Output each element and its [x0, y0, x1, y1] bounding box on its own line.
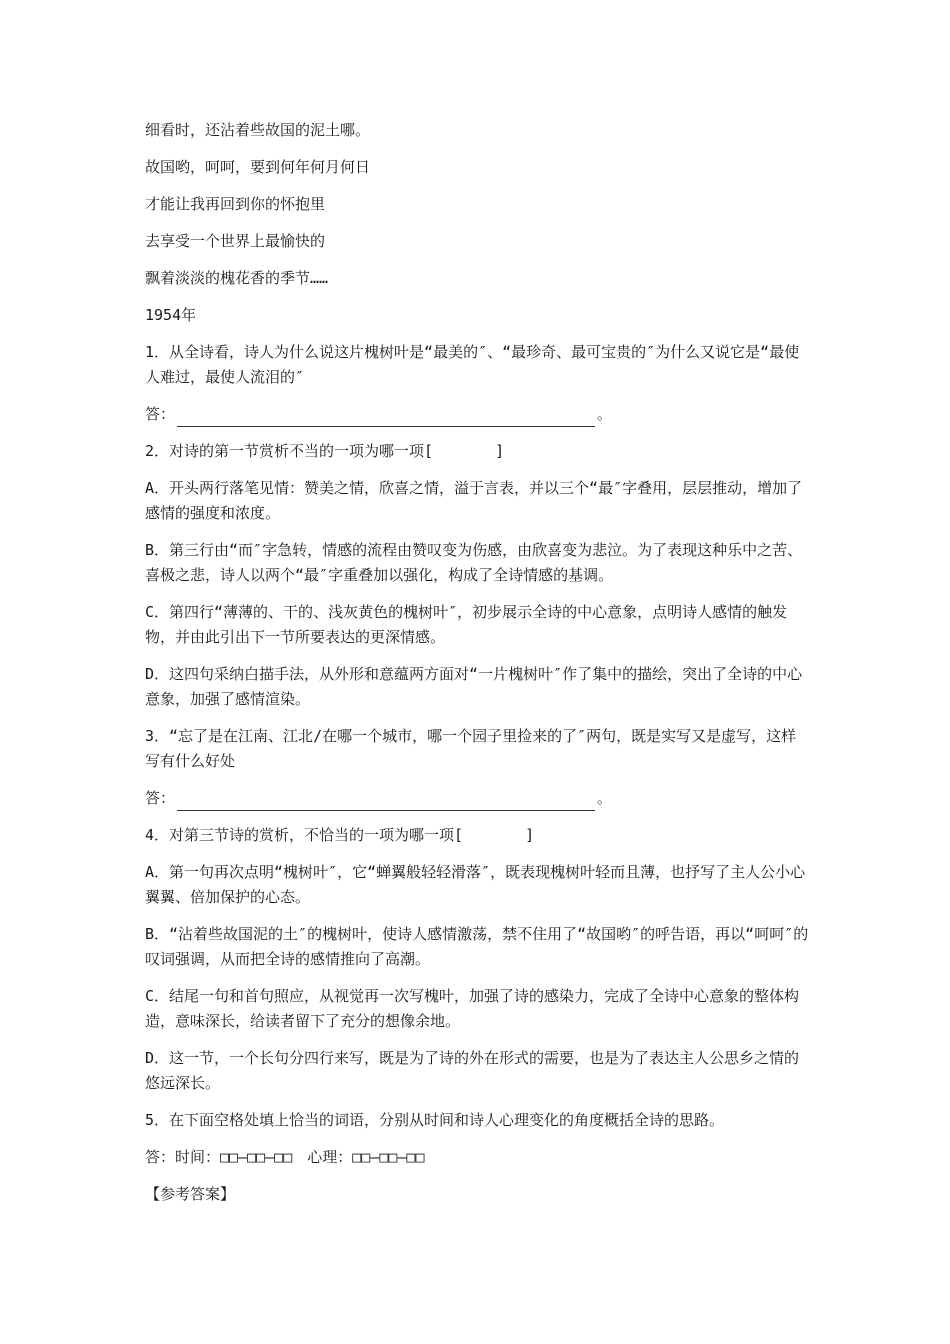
- poem-date: 1954年: [145, 306, 197, 324]
- answer-3-suffix: 。: [597, 789, 613, 807]
- question-4: [145, 823, 810, 848]
- answer-1-suffix: 。: [597, 405, 613, 423]
- question-5: 5．在下面空格处填上恰当的词语，分别从时间和诗人心理变化的角度概括全诗的思路。: [145, 1111, 725, 1129]
- answer-1-prefix: 答：: [145, 405, 176, 423]
- answer-1: [145, 402, 810, 427]
- question-2-option-c: C．第四行“薄薄的、干的、浅灰黄色的槐树叶″，初步展示全诗的中心意象，点明诗人感情的触发物，并由此引出下一节所要表达的更深情感。: [145, 603, 788, 646]
- question-4-stem: 4．对第三节诗的赏析，不恰当的一项为哪一项[: [145, 826, 464, 844]
- question-2-option-a: A．开头两行落笔见情：赞美之情，欣喜之情，溢于言表，并以三个“最″字叠用，层层推动，增加了感情的强度和浓度。: [145, 479, 803, 522]
- question-4-stem-close: ]: [525, 826, 535, 844]
- question-2-stem-close: ]: [495, 442, 505, 460]
- answer-1-blank[interactable]: [177, 410, 595, 427]
- reference-answer-heading: 【参考答案】: [145, 1185, 236, 1203]
- question-3: 3．“忘了是在江南、江北/在哪一个城市，哪一个园子里捡来的了″两句，既是实写又是虚写，这样写有什么好处: [145, 727, 797, 770]
- question-4-option-d: D．这一节，一个长句分四行来写，既是为了诗的外在形式的需要，也是为了表达主人公思乡之情的悠远深长。: [145, 1049, 800, 1092]
- question-2-option-b: B．第三行由“而″字急转，情感的流程由赞叹变为伤感，由欣喜变为悲泣。为了表现这种乐中之苦、喜极之悲，诗人以两个“最″字重叠加以强化，构成了全诗情感的基调。: [145, 541, 803, 584]
- document-body: [145, 118, 810, 1219]
- poem-line: 飘着淡淡的槐花香的季节……: [145, 269, 329, 287]
- poem-line: 细看时，还沾着些故国的泥土哪。: [145, 121, 371, 139]
- poem-line: 才能让我再回到你的怀抱里: [145, 195, 326, 213]
- question-1: 1．从全诗看，诗人为什么说这片槐树叶是“最美的″、“最珍奇、最可宝贵的″为什么又说它是“最使人难过，最使人流泪的″: [145, 343, 800, 386]
- question-2: [145, 439, 810, 464]
- poem-line: 故国哟，呵呵，要到何年何月何日: [145, 158, 371, 176]
- answer-5: 答：时间：□□—□□—□□ 心理：□□—□□—□□: [145, 1148, 425, 1166]
- answer-3-blank[interactable]: [177, 794, 595, 811]
- question-2-option-d: D．这四句采纳白描手法，从外形和意蕴两方面对“一片槐树叶″作了集中的描绘，突出了全诗的中心意象，加强了感情渲染。: [145, 665, 803, 708]
- question-4-option-c: C．结尾一句和首句照应，从视觉再一次写槐叶，加强了诗的感染力，完成了全诗中心意象的整体构造，意味深长，给读者留下了充分的想像余地。: [145, 987, 800, 1030]
- question-4-option-b: B．“沾着些故国泥的土″的槐树叶，使诗人感情激荡，禁不住用了“故国哟″的呼告语，再以“呵呵″的叹词强调，从而把全诗的感情推向了高潮。: [145, 925, 809, 968]
- answer-3: [145, 786, 810, 811]
- question-4-option-a: A．第一句再次点明“槐树叶″，它“蝉翼般轻轻滑落″，既表现槐树叶轻而且薄，也抒写了主人公小心翼翼、倍加保护的心态。: [145, 863, 806, 906]
- question-2-stem: 2．对诗的第一节赏析不当的一项为哪一项[: [145, 442, 434, 460]
- answer-3-prefix: 答：: [145, 789, 176, 807]
- poem-line: 去享受一个世界上最愉快的: [145, 232, 326, 250]
